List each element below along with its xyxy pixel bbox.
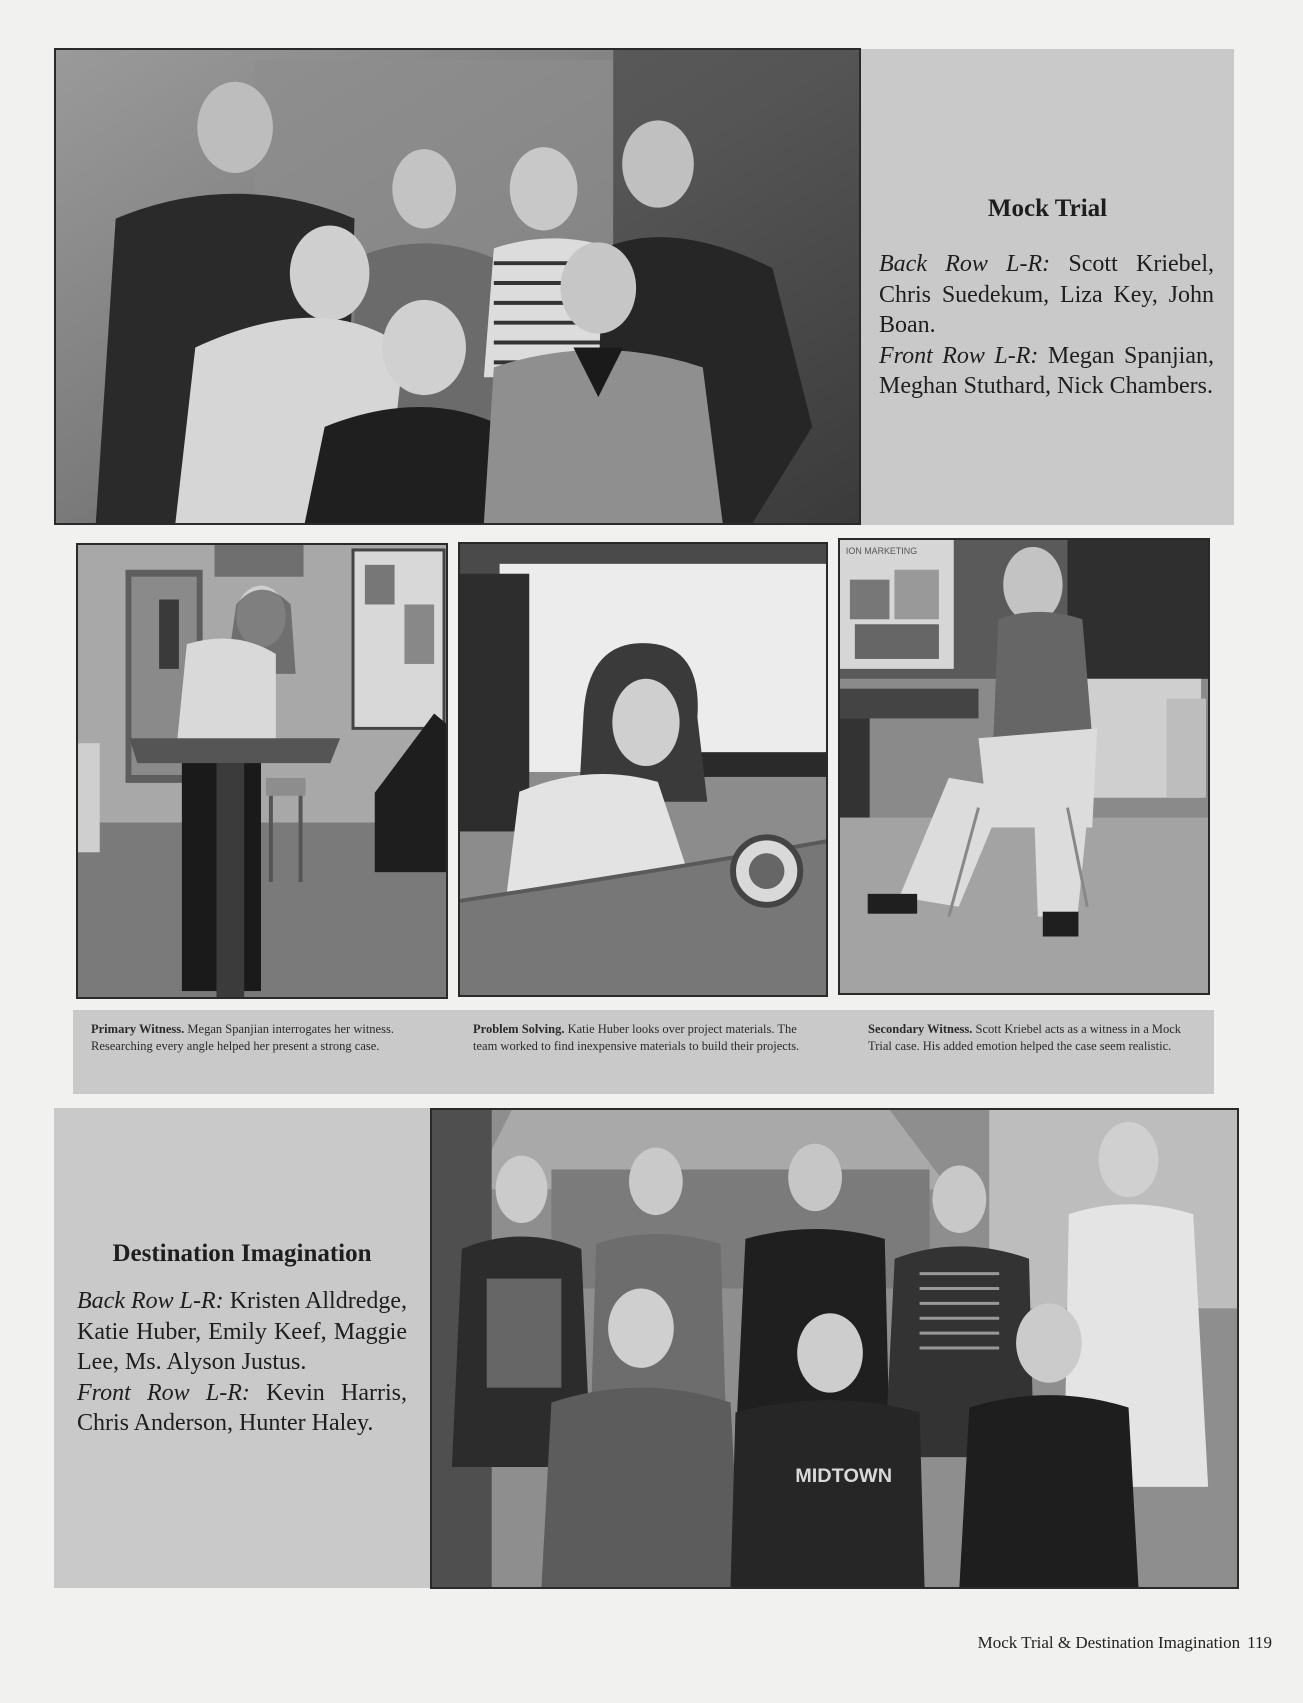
footer-section-title: Mock Trial & Destination Imagination (977, 1633, 1241, 1652)
mock-trial-info-panel (861, 49, 1234, 525)
front-row-names: Megan Spanjian, Meghan Stuthard, Nick Chambers. (879, 342, 1215, 399)
caption-heading: Secondary Witness. (868, 1022, 973, 1036)
shirt-text: MIDTOWN (795, 1464, 893, 1487)
secondary-witness-caption (868, 1021, 1198, 1055)
back-row-label: Back Row L-R: (77, 1288, 224, 1314)
front-row-label: Front Row L-R: (879, 342, 1039, 369)
problem-solving-caption (473, 1021, 803, 1055)
primary-witness-caption (91, 1021, 421, 1055)
destination-imagination-info-panel (54, 1108, 430, 1588)
mock-trial-group-photo (54, 48, 861, 525)
poster-text: ION MARKETING (845, 545, 918, 556)
back-row-names: Scott Kriebel, Chris Suedekum, Liza Key, John Boan. (879, 251, 1214, 338)
front-row-names: Kevin Harris, Chris Anderson, Hunter Haley. (77, 1379, 407, 1436)
destination-imagination-roster (77, 1286, 407, 1439)
back-row-label: Back Row L-R: (879, 251, 1051, 277)
mock-trial-title: Mock Trial (987, 195, 1108, 222)
caption-heading: Primary Witness. (91, 1022, 185, 1036)
caption-heading: Problem Solving. (473, 1022, 565, 1036)
problem-solving-photo (458, 542, 828, 997)
destination-imagination-title: Destination Imagination (112, 1240, 372, 1267)
mock-trial-roster (879, 249, 1214, 402)
primary-witness-photo (76, 543, 448, 999)
caption-text: Scott Kriebel acts as a witness in a Mock Trial case. His added emotion helped the case seem realistic. (868, 1022, 1182, 1053)
destination-imagination-group-photo (430, 1108, 1239, 1589)
caption-text: Megan Spanjian interrogates her witness. Researching every angle helped her present a strong case. (91, 1022, 394, 1053)
back-row-names: Kristen Alldredge, Katie Huber, Emily Keef, Maggie Lee, Ms. Alyson Justus. (77, 1288, 408, 1375)
photo-captions-bar (73, 1010, 1214, 1094)
page-number: 119 (1247, 1633, 1272, 1652)
page-footer (978, 1633, 1272, 1653)
secondary-witness-photo (838, 538, 1210, 995)
front-row-label: Front Row L-R: (77, 1379, 250, 1406)
caption-text: Katie Huber looks over project materials. The team worked to find inexpensive materials to build their projects. (473, 1022, 800, 1053)
